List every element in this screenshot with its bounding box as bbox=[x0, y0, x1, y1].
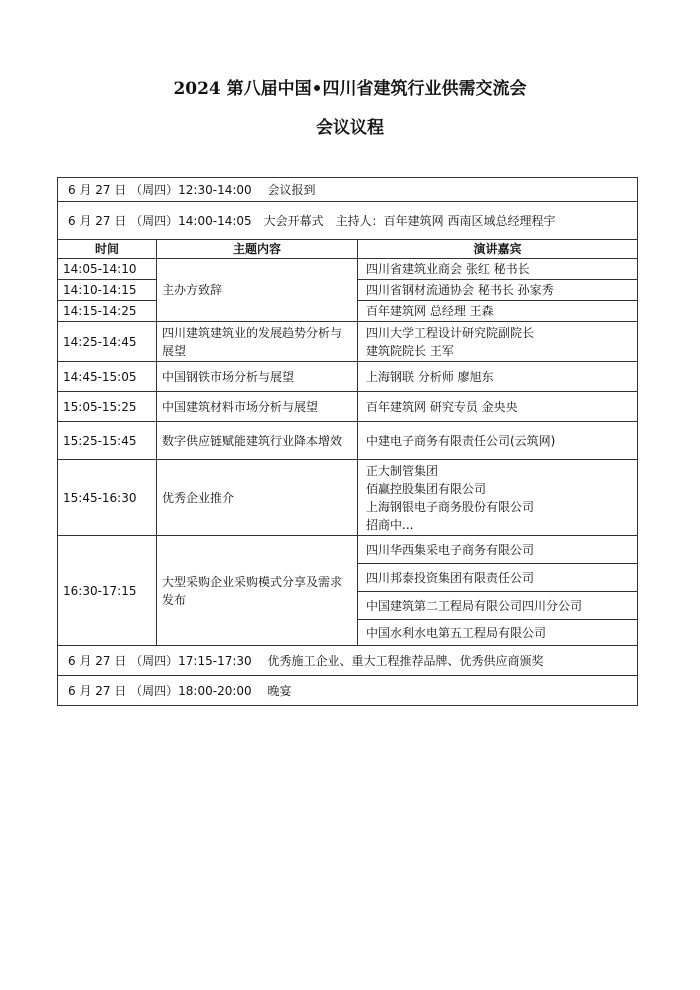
time-cell: 15:25-15:45 bbox=[58, 422, 157, 460]
speaker-line: 招商中... bbox=[366, 517, 414, 532]
table-row bbox=[58, 259, 638, 280]
table-row bbox=[58, 646, 638, 676]
header-topic: 主题内容 bbox=[157, 240, 358, 259]
table-row bbox=[58, 392, 638, 422]
page-subtitle: 会议议程 bbox=[316, 118, 384, 138]
table-header-row bbox=[58, 240, 638, 259]
topic-cell: 四川建筑建筑业的发展趋势分析与展望 bbox=[157, 322, 358, 362]
topic-cell: 主办方致辞 bbox=[157, 259, 358, 322]
table-row bbox=[58, 322, 638, 362]
speaker-line: 四川大学工程设计研究院副院长 bbox=[366, 325, 535, 340]
opening-ceremony-row: 6 月 27 日 （周四）14:00-14:05 大会开幕式 主持人：百年建筑网 西南区域总经理程宇 bbox=[58, 202, 638, 240]
speaker-cell: 中国水利水电第五工程局有限公司 bbox=[358, 620, 638, 646]
topic-cell: 中国建筑材料市场分析与展望 bbox=[157, 392, 358, 422]
topic-cell: 优秀企业推介 bbox=[157, 460, 358, 536]
table-row bbox=[58, 362, 638, 392]
header-speaker: 演讲嘉宾 bbox=[358, 240, 638, 259]
time-cell: 14:25-14:45 bbox=[58, 322, 157, 362]
speaker-line: 上海钢银电子商务股份有限公司 bbox=[366, 499, 535, 514]
time-cell: 14:15-14:25 bbox=[58, 301, 157, 322]
table-row bbox=[58, 178, 638, 202]
speaker-cell: 中建电子商务有限责任公司(云筑网) bbox=[358, 422, 638, 460]
speaker-cell: 四川邦泰投资集团有限责任公司 bbox=[358, 564, 638, 592]
time-cell: 14:05-14:10 bbox=[58, 259, 157, 280]
speaker-line: 建筑院院长 王军 bbox=[366, 343, 454, 358]
table-row bbox=[58, 676, 638, 706]
registration-row: 6 月 27 日 （周四）12:30-14:00 会议报到 bbox=[58, 178, 638, 202]
speaker-cell bbox=[358, 460, 638, 536]
table-row bbox=[58, 460, 638, 536]
time-cell: 14:45-15:05 bbox=[58, 362, 157, 392]
speaker-cell: 四川省建筑业商会 张红 秘书长 bbox=[358, 259, 638, 280]
speaker-cell: 四川省钢材流通协会 秘书长 孙家秀 bbox=[358, 280, 638, 301]
topic-cell: 数字供应链赋能建筑行业降本增效 bbox=[157, 422, 358, 460]
table-row bbox=[58, 422, 638, 460]
time-cell: 16:30-17:15 bbox=[58, 536, 157, 646]
speaker-cell: 百年建筑网 研究专员 金央央 bbox=[358, 392, 638, 422]
speaker-cell bbox=[358, 322, 638, 362]
speaker-cell: 百年建筑网 总经理 王森 bbox=[358, 301, 638, 322]
speaker-cell: 四川华西集采电子商务有限公司 bbox=[358, 536, 638, 564]
speaker-line: 佰赢控股集团有限公司 bbox=[366, 481, 487, 496]
speaker-cell: 中国建筑第二工程局有限公司四川分公司 bbox=[358, 592, 638, 620]
page-title: 2024 第八届中国•四川省建筑行业供需交流会 bbox=[173, 79, 527, 99]
agenda-table bbox=[57, 177, 638, 706]
time-cell: 14:10-14:15 bbox=[58, 280, 157, 301]
topic-cell: 大型采购企业采购模式分享及需求发布 bbox=[157, 536, 358, 646]
banquet-row: 6 月 27 日 （周四）18:00-20:00 晚宴 bbox=[58, 676, 638, 706]
topic-cell: 中国钢铁市场分析与展望 bbox=[157, 362, 358, 392]
speaker-line: 正大制管集团 bbox=[366, 463, 439, 478]
time-cell: 15:05-15:25 bbox=[58, 392, 157, 422]
header-time: 时间 bbox=[58, 240, 157, 259]
table-row bbox=[58, 536, 638, 564]
time-cell: 15:45-16:30 bbox=[58, 460, 157, 536]
table-row bbox=[58, 202, 638, 240]
speaker-cell: 上海钢联 分析师 廖旭东 bbox=[358, 362, 638, 392]
awards-row: 6 月 27 日 （周四）17:15-17:30 优秀施工企业、重大工程推荐品牌、优秀供应商颁奖 bbox=[58, 646, 638, 676]
